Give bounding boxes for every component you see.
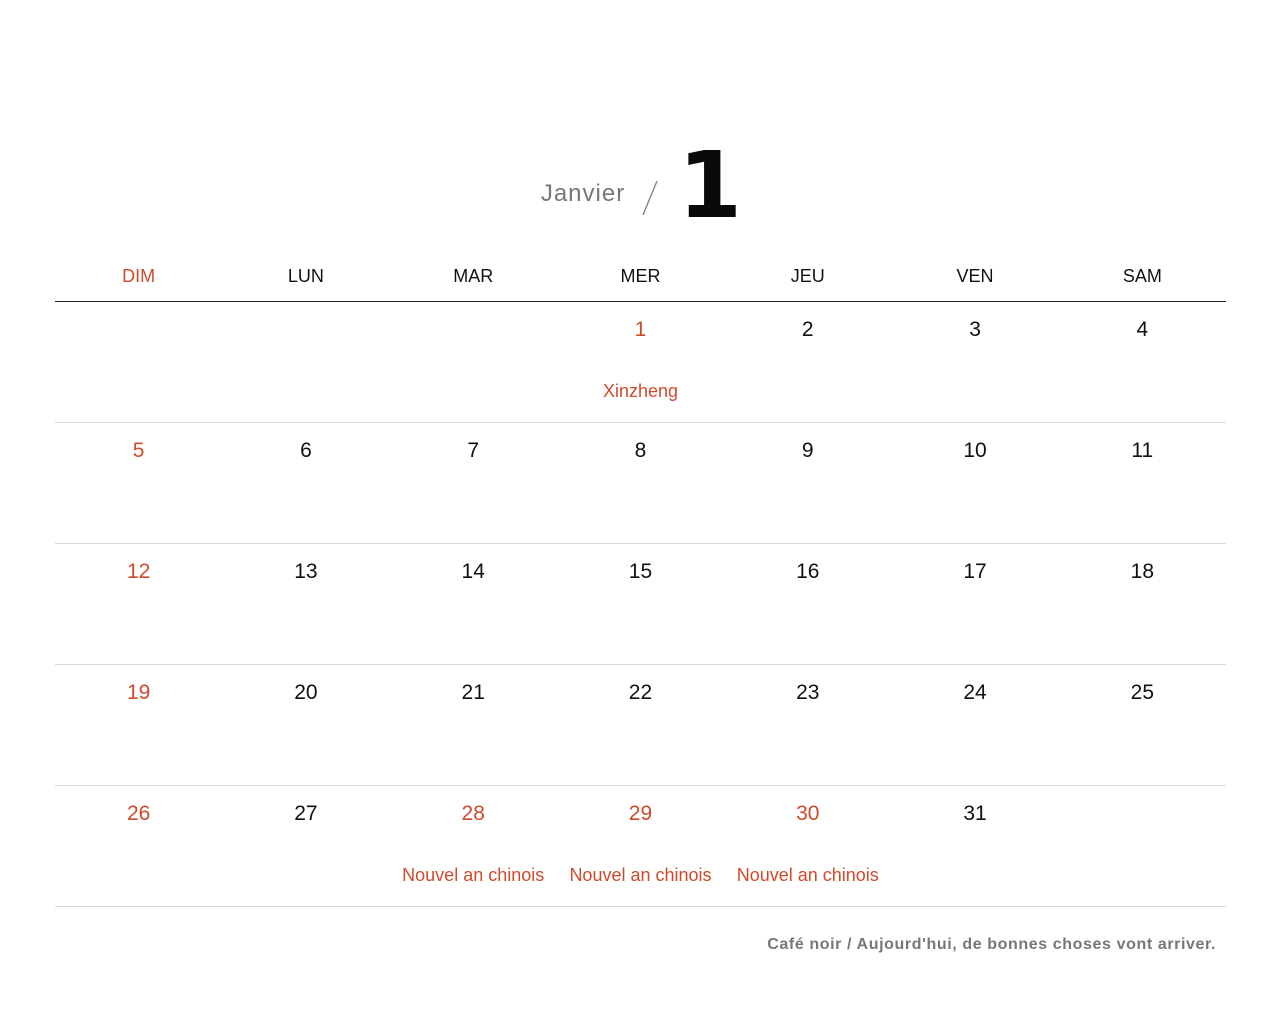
day-holiday-note: Nouvel an chinois xyxy=(736,865,879,885)
day-number: 26 xyxy=(126,802,151,825)
day-number: 31 xyxy=(963,802,987,825)
day-number: 3 xyxy=(969,318,981,341)
day-number: 14 xyxy=(461,560,485,583)
day-number: 16 xyxy=(796,560,820,583)
day-holiday-note: Nouvel an chinois xyxy=(402,865,545,885)
day-cell xyxy=(55,544,222,664)
day-holiday-note: Nouvel an chinois xyxy=(569,865,712,885)
separator-slash-icon xyxy=(640,180,660,216)
empty-day-cell xyxy=(222,302,389,422)
month-number: 1 xyxy=(678,132,743,239)
day-cell xyxy=(724,423,891,543)
day-cell xyxy=(557,665,724,785)
weekday-wednesday: MER xyxy=(620,266,661,286)
day-cell xyxy=(891,786,1058,906)
day-number: 17 xyxy=(963,560,987,583)
day-number: 25 xyxy=(1130,681,1154,704)
day-cell xyxy=(557,302,724,422)
day-number: 4 xyxy=(1136,318,1149,341)
day-number: 30 xyxy=(796,802,820,825)
day-cell xyxy=(557,423,724,543)
day-number: 8 xyxy=(634,439,647,462)
weekday-thursday: JEU xyxy=(790,266,825,286)
day-number: 18 xyxy=(1130,560,1154,583)
day-number: 20 xyxy=(294,681,318,704)
week-row xyxy=(55,786,1226,907)
day-number: 23 xyxy=(796,681,820,704)
week-row xyxy=(55,423,1226,544)
day-number: 28 xyxy=(461,802,485,825)
day-cell xyxy=(55,423,222,543)
day-cell xyxy=(724,302,891,422)
day-cell xyxy=(557,786,724,906)
calendar-grid xyxy=(55,302,1226,907)
day-cell xyxy=(222,423,389,543)
day-number: 6 xyxy=(300,439,312,462)
weekday-header-row xyxy=(55,262,1226,302)
day-number: 24 xyxy=(963,681,987,704)
day-cell xyxy=(1059,665,1226,785)
day-number: 9 xyxy=(801,439,814,462)
calendar-header xyxy=(0,132,1280,240)
day-number: 15 xyxy=(628,560,653,583)
day-holiday-note: Xinzheng xyxy=(602,381,679,401)
day-number: 11 xyxy=(1131,439,1154,462)
weekday-friday: VEN xyxy=(956,266,994,286)
day-number: 29 xyxy=(628,802,653,825)
weekday-tuesday: MAR xyxy=(453,266,494,286)
day-number: 19 xyxy=(126,681,151,704)
day-cell xyxy=(724,786,891,906)
empty-day-cell xyxy=(1059,786,1226,906)
day-cell xyxy=(222,786,389,906)
day-number: 13 xyxy=(294,560,318,583)
day-cell xyxy=(55,786,222,906)
day-number: 7 xyxy=(467,439,480,462)
day-cell xyxy=(390,544,557,664)
day-cell xyxy=(1059,423,1226,543)
day-cell xyxy=(891,544,1058,664)
day-cell xyxy=(891,302,1058,422)
day-cell xyxy=(1059,544,1226,664)
day-number: 27 xyxy=(294,802,318,825)
day-cell xyxy=(557,544,724,664)
day-cell xyxy=(891,423,1058,543)
empty-day-cell xyxy=(390,302,557,422)
day-cell xyxy=(724,544,891,664)
weekday-sunday: DIM xyxy=(122,266,156,286)
weekday-saturday: SAM xyxy=(1122,266,1162,286)
day-cell xyxy=(390,423,557,543)
day-cell xyxy=(390,665,557,785)
day-cell xyxy=(222,665,389,785)
day-cell xyxy=(390,786,557,906)
day-number: 1 xyxy=(634,318,647,341)
month-name: Janvier xyxy=(540,180,626,207)
day-cell xyxy=(1059,302,1226,422)
day-number: 22 xyxy=(628,681,653,704)
day-number: 5 xyxy=(132,439,145,462)
day-number: 2 xyxy=(801,318,814,341)
day-cell xyxy=(55,665,222,785)
day-cell xyxy=(222,544,389,664)
weekday-monday: LUN xyxy=(287,266,324,286)
day-number: 21 xyxy=(461,681,485,704)
day-cell xyxy=(891,665,1058,785)
week-row xyxy=(55,665,1226,786)
week-row xyxy=(55,302,1226,423)
day-number: 10 xyxy=(963,439,987,462)
footer-tagline: Café noir / Aujourd'hui, de bonnes choses vont arriver. xyxy=(767,936,1216,953)
empty-day-cell xyxy=(55,302,222,422)
week-row xyxy=(55,544,1226,665)
day-number: 12 xyxy=(126,560,151,583)
day-cell xyxy=(724,665,891,785)
